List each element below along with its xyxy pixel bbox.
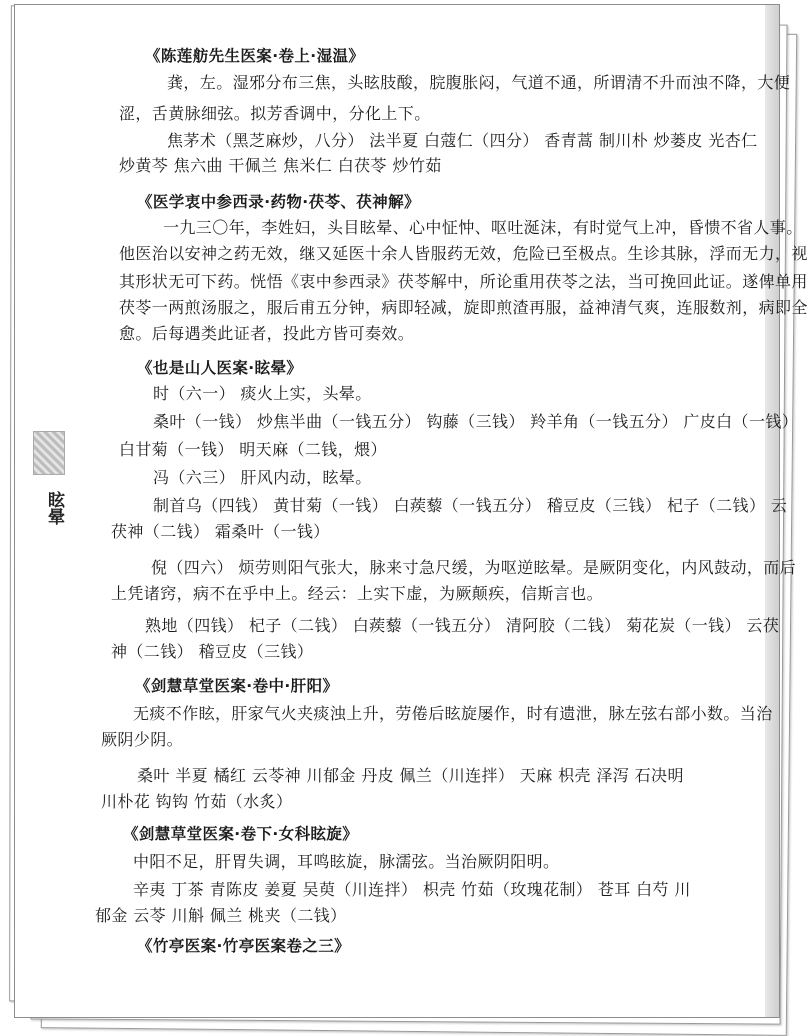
text-line: 川朴花 钩钩 竹茹（水炙） xyxy=(101,792,293,811)
text-line: 时（六一） 痰火上实，头晕。 xyxy=(153,384,372,403)
text-line: 其形状无可下药。恍悟《衷中参西录》茯苓解中，所论重用茯苓之法，当可挽回此证。遂俾单用 xyxy=(119,272,808,291)
text-line: 郁金 云苓 川斛 佩兰 桃夹（二钱） xyxy=(95,906,347,925)
text-line: 白甘菊（一钱） 明天麻（二钱，煨） xyxy=(119,440,387,459)
text-line: 中阳不足，肝胃失调，耳鸣眩旋，脉濡弦。当治厥阴阳明。 xyxy=(133,852,560,871)
text-line: 龚，左。湿邪分布三焦，头眩肢酸，脘腹胀闷，气道不通，所谓清不升而浊不降，大便 xyxy=(167,73,791,92)
section-heading: 《剑慧草堂医案·卷中·肝阳》 xyxy=(135,677,339,695)
section-heading: 《陈莲舫先生医案·卷上·湿温》 xyxy=(145,47,365,65)
section-heading: 《竹亭医案·竹亭医案卷之三》 xyxy=(137,937,350,955)
section-heading: 《剑慧草堂医案·卷下·女科眩旋》 xyxy=(123,825,359,843)
chapter-label: 眩晕 xyxy=(44,491,64,525)
text-line: 熟地（四钱） 杞子（二钱） 白蒺藜（一钱五分） 清阿胶（二钱） 菊花炭（一钱） 云茯 xyxy=(145,616,780,635)
text-line: 桑叶（一钱） 炒焦半曲（一钱五分） 钩藤（三钱） 羚羊角（一钱五分） 广皮白（一钱） xyxy=(153,412,799,431)
text-line: 茯神（二钱） 霜桑叶（一钱） xyxy=(111,522,330,541)
text-line: 冯（六三） 肝风内动，眩晕。 xyxy=(153,468,372,487)
text-line: 神（二钱） 稽豆皮（三钱） xyxy=(111,642,314,661)
text-line: 辛夷 丁茶 青陈皮 姜夏 吴萸（川连拌） 枳壳 竹茹（玫瑰花制） 苍耳 白芍 川 xyxy=(133,880,691,899)
text-line: 一九三〇年，李姓妇，头目眩晕、心中怔忡、呕吐涎沫，有时觉气上冲，昏愦不省人事。 xyxy=(163,218,803,237)
document-page xyxy=(14,4,808,1018)
text-line: 涩，舌黄脉细弦。拟芳香调中，分化上下。 xyxy=(119,104,431,123)
text-area xyxy=(15,5,808,1005)
text-line: 他医治以安神之药无效，继又延医十余人皆服药无效，危险已至极点。生诊其脉，浮而无力，视 xyxy=(119,244,808,263)
text-line: 制首乌（四钱） 黄甘菊（一钱） 白蒺藜（一钱五分） 稽豆皮（三钱） 杞子（二钱） 云 xyxy=(153,496,788,515)
text-line: 厥阴少阴。 xyxy=(101,730,184,749)
text-line: 桑叶 半夏 橘红 云苓神 川郁金 丹皮 佩兰（川连拌） 天麻 枳壳 泽泻 石决明 xyxy=(137,766,684,785)
text-line: 炒黄芩 焦六曲 干佩兰 焦米仁 白茯苓 炒竹茹 xyxy=(119,156,442,175)
text-line: 上凭诸窍，病不在乎中上。经云：上实下虚，为厥颠疾，信斯言也。 xyxy=(111,584,604,603)
text-line: 无痰不作眩，肝家气火夹痰浊上升，劳倦后眩旋屡作，时有遗泄，脉左弦右部小数。当治 xyxy=(133,704,773,723)
text-line: 倪（四六） 烦劳则阳气张大，脉来寸急尺缓，为呕逆眩晕。是厥阴变化，内风鼓动，而后 xyxy=(151,558,797,577)
text-line: 焦茅术（黑芝麻炒，八分） 法半夏 白蔻仁（四分） 香青蒿 制川朴 炒蒌皮 光杏仁 xyxy=(167,131,758,150)
text-line: 茯苓一两煎汤服之，服后甫五分钟，病即轻减，旋即煎渣再服，益神清气爽，连服数剂，病即全 xyxy=(119,298,808,317)
section-heading: 《也是山人医案·眩晕》 xyxy=(137,359,303,377)
section-heading: 《医学衷中参西录·药物·茯苓、茯神解》 xyxy=(137,193,420,211)
text-line: 愈。后每遇类此证者，投此方皆可奏效。 xyxy=(119,324,415,343)
